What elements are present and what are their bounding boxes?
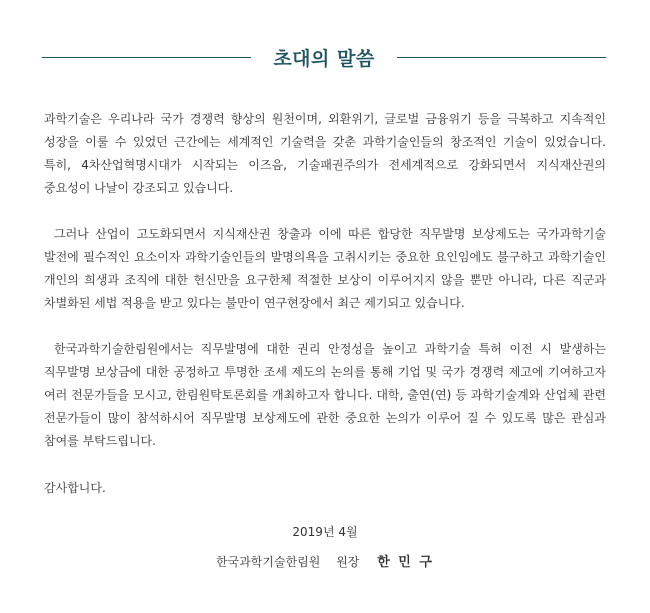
signature-name: 한 민 구 xyxy=(377,555,434,570)
paragraph-gap xyxy=(44,200,606,223)
title-row xyxy=(42,42,606,72)
paragraph-2: 그러나 산업이 고도화되면서 지식재산권 창출과 이에 따른 합당한 직무발명 보상제도는 국가과학기술 발전에 필수적인 요소이자 과학기술인들의 발명의욕을 고취시키는 중요한 요인임에도 불구하고 과학기술인 개인의 희생과 조직에 대한 헌신만을 요구한체 적절한 보상이 이루어지지 않을 뿐만 아니라, 다른 직군과 차별화된 세법 적용을 받고 있다는 불만이 연구현장에서 최근 제기되고 있습니다. xyxy=(44,227,606,310)
date-line: 2019년 4월 xyxy=(292,525,358,539)
paragraph-1: 과학기술은 우리나라 국가 경쟁력 향상의 원천이며, 외환위기, 글로벌 금융위기 등을 극복하고 지속적인 성장을 이룰 수 있었던 근간에는 세계적인 기술력을 갖춘 과학기술인들의 창조적인 기술이 있었습니다. 특히, 4차산업혁명시대가 시작되는 이즈음, 기술패권주의가 전세계적으로 강화되면서 지식재산권의 중요성이 나날이 강조되고 있습니다. xyxy=(44,112,606,195)
invitation-body xyxy=(44,108,606,453)
paragraph-gap xyxy=(44,315,606,338)
closing-text: 감사합니다. xyxy=(44,481,106,495)
signature-line xyxy=(0,551,650,574)
paragraph-3: 한국과학기술한림원에서는 직무발명에 대한 권리 안정성을 높이고 과학기술 특허 이전 시 발생하는 직무발명 보상금에 대한 공정하고 투명한 조세 제도의 논의를 통해 기업 및 국가 경쟁력 제고에 기여하고자 여러 전문가들을 모시고, 한림원탁토론회를 개최하고자 합니다. 대학, 출연(연) 등 과학기술계와 산업체 관련 전문가들이 많이 참석하시어 직무발명 보상제도에 관한 중요한 논의가 이루어 질 수 있도록 많은 관심과 참여를 부탁드립니다. xyxy=(44,342,606,448)
signature-organization: 한국과학기술한림원 xyxy=(216,555,321,569)
title-left-rule xyxy=(42,57,251,58)
signature-role: 원장 xyxy=(336,555,360,569)
title-right-rule xyxy=(397,57,606,58)
page-title: 초대의 말씀 xyxy=(273,47,375,70)
